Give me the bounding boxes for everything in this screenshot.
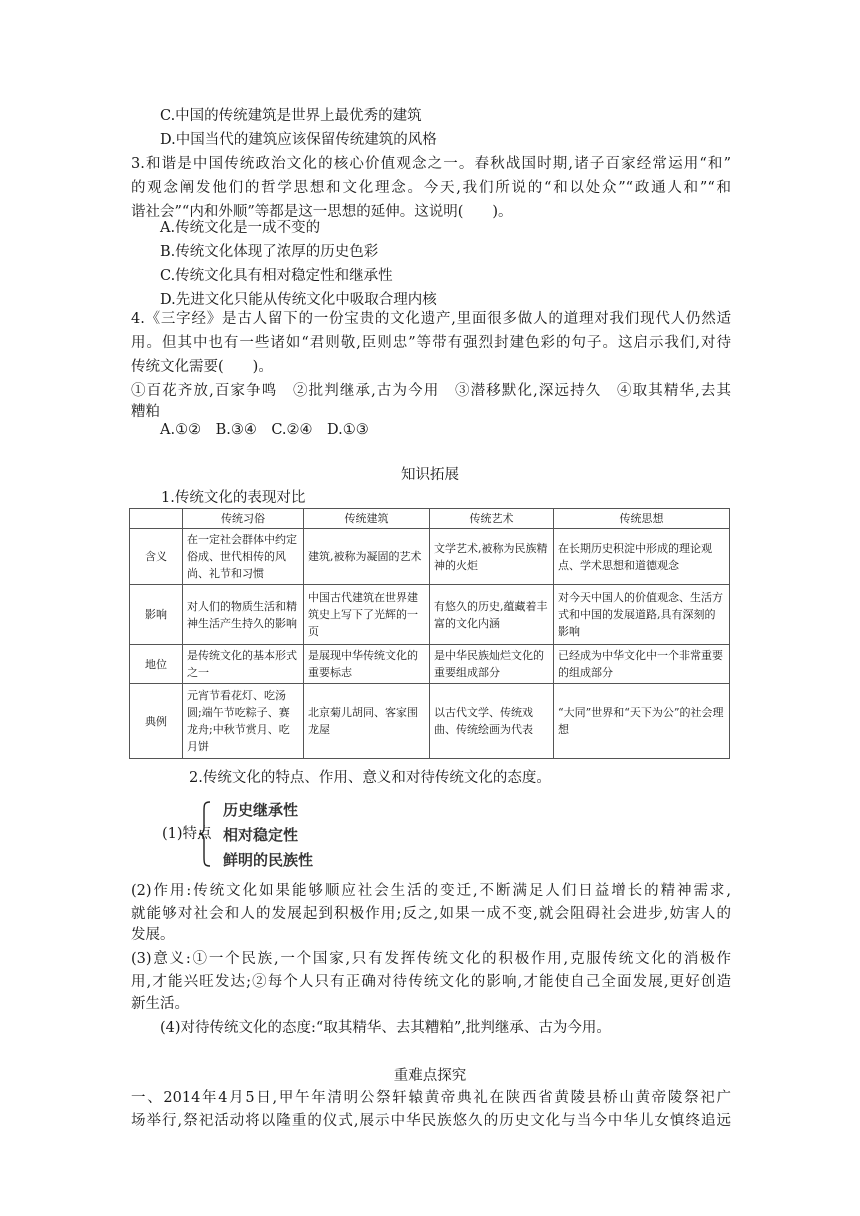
table-cell: 在长期历史积淀中形成的理论观点、学术思想和道德观念 [554,529,730,585]
table-cell: 是展现中华传统文化的重要标志 [304,645,430,684]
meaning-line-2: 用,才能兴旺发达;②每个人只有正确对待传统文化的影响,才能使自己全面发展,更好创造 [131,974,731,990]
role-line-1: (2)作用:传统文化如果能够顺应社会生活的变迁,不断满足人们日益增长的精神需求, [131,883,731,899]
curly-brace-icon [198,801,212,867]
q4-stem-line-1: 4.《三字经》是古人留下的一份宝贵的文化遗产,里面很多做人的道理对我们现代人仍然适 [131,311,731,327]
q3-option-c: C.传统文化具有相对稳定性和继承性 [160,268,393,284]
table-cell: 在一定社会群体中约定俗成、世代相传的风尚、礼节和习惯 [183,529,304,585]
table-cell: 对今天中国人的价值观念、生活方式和中国的发展道路,具有深刻的影响 [554,585,730,645]
comparison-table [129,508,730,759]
attitude-line: (4)对待传统文化的态度:“取其精华、去其糟粕”,批判继承、古为今用。 [160,1020,611,1036]
feature-item: 历史继承性 [223,801,299,819]
table-header-row [130,509,730,529]
table-header-cell: 传统思想 [554,509,730,529]
explore-section-title: 重难点探究 [393,1068,467,1084]
explore-line-1: 一、2014年4月5日,甲午年清明公祭轩辕黄帝典礼在陕西省黄陵县桥山黄帝陵祭祀广 [131,1090,731,1106]
table-header-cell: 传统建筑 [304,509,430,529]
q2-option-d: D.中国当代的建筑应该保留传统建筑的风格 [160,132,437,148]
features-label: (1)特点 [162,826,212,842]
table-cell: 元宵节看花灯、吃汤圆;端午节吃粽子、赛龙舟;中秋节赏月、吃月饼 [183,684,304,759]
knowledge-item-2: 2.传统文化的特点、作用、意义和对待传统文化的态度。 [189,770,551,786]
table-cell: 以古代文学、传统戏曲、传统绘画为代表 [430,684,554,759]
q3-option-d: D.先进文化只能从传统文化中吸取合理内核 [160,292,437,308]
table-header-cell [130,509,183,529]
table-row [130,645,730,684]
feature-item: 鲜明的民族性 [223,851,314,869]
meaning-line-1: (3)意义:①一个民族,一个国家,只有发挥传统文化的积极作用,克服传统文化的消极作 [131,951,731,967]
table-row-header: 地位 [130,645,183,684]
q4-stem-line-3: 传统文化需要( )。 [131,359,273,375]
role-line-3: 发展。 [131,927,175,943]
q4-answer-options: A.①② B.③④ C.②④ D.①③ [160,422,369,438]
q4-stem-line-2: 用。但其中也有一些诸如“君则敬,臣则忠”等带有强烈封建色彩的句子。这启示我们,对待 [131,335,731,351]
knowledge-section-title: 知识拓展 [401,467,459,483]
knowledge-item-1: 1.传统文化的表现对比 [161,490,306,506]
q2-option-c: C.中国的传统建筑是世界上最优秀的建筑 [160,108,422,124]
table-cell: 是中华民族灿烂文化的重要组成部分 [430,645,554,684]
q4-choices-line-2: 糟粕 [131,404,160,420]
table-row-header: 典例 [130,684,183,759]
table-cell: 是传统文化的基本形式之一 [183,645,304,684]
feature-item: 相对稳定性 [223,826,299,844]
explore-line-2: 场举行,祭祀活动将以隆重的仪式,展示中华民族悠久的历史文化与当今中华儿女慎终追远 [131,1113,731,1129]
q4-choices-line-1: ①百花齐放,百家争鸣 ②批判继承,古为今用 ③潜移默化,深远持久 ④取其精华,去其 [131,383,731,399]
role-line-2: 就能够对社会和人的发展起到积极作用;反之,如果一成不变,就会阻碍社会进步,妨害人的 [131,906,731,922]
q3-stem-line-1: 3.和谐是中国传统政治文化的核心价值观念之一。春秋战国时期,诸子百家经常运用“和” [131,156,731,172]
table-row-header: 含义 [130,529,183,585]
table-cell: 建筑,被称为凝固的艺术 [304,529,430,585]
table-cell: 对人们的物质生活和精神生活产生持久的影响 [183,585,304,645]
table-row-header: 影响 [130,585,183,645]
q3-option-b: B.传统文化体现了浓厚的历史色彩 [160,244,379,260]
table-header-cell: 传统习俗 [183,509,304,529]
table-row [130,585,730,645]
table-cell: 中国古代建筑在世界建筑史上写下了光辉的一页 [304,585,430,645]
table-cell: 已经成为中华文化中一个非常重要的组成部分 [554,645,730,684]
table-cell: 文学艺术,被称为民族精神的火炬 [430,529,554,585]
q3-option-a: A.传统文化是一成不变的 [160,220,321,236]
q3-stem-line-3: 谐社会”“内和外顺”等都是这一思想的延伸。这说明( )。 [131,204,513,220]
table-row [130,684,730,759]
table-cell: 有悠久的历史,蕴藏着丰富的文化内涵 [430,585,554,645]
table-row [130,529,730,585]
q3-stem-line-2: 的观念阐发他们的哲学思想和文化理念。今天,我们所说的“和以处众”“政通人和”“和 [131,180,731,196]
table-header-cell: 传统艺术 [430,509,554,529]
table-cell: “大同”世界和“天下为公”的社会理想 [554,684,730,759]
meaning-line-3: 新生活。 [131,996,189,1012]
table-cell: 北京菊儿胡同、客家围龙屋 [304,684,430,759]
